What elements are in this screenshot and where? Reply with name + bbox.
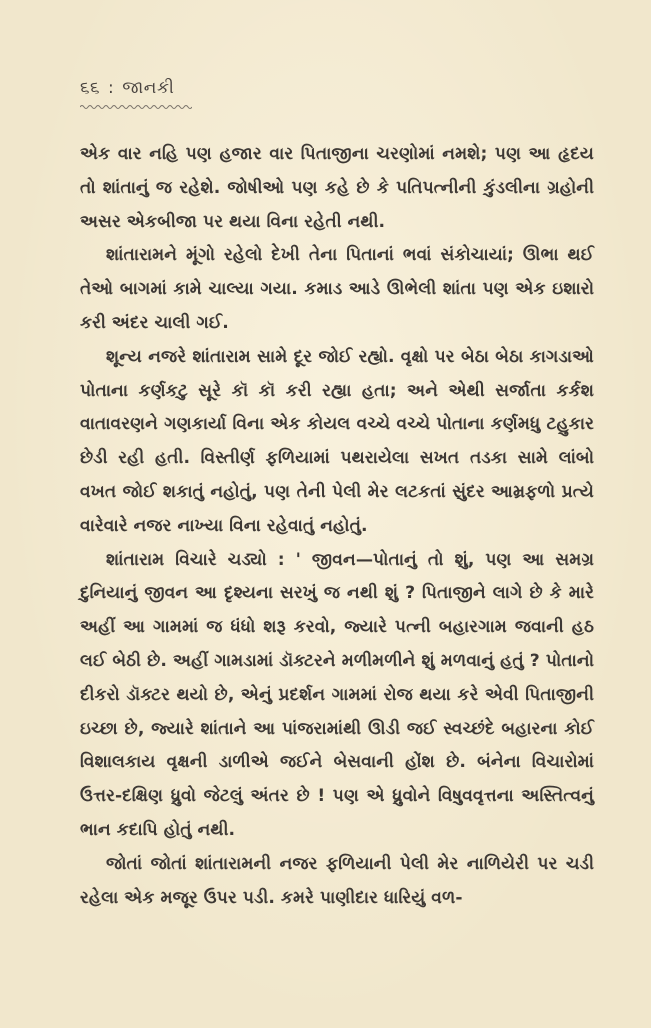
paragraph-4: શાંતારામ વિચારે ચડ્યો : ' જીવન—પોતાનું તો શું, પણ આ સમગ્ર દુનિયાનું જીવન આ દૃશ્યના સરખું જ નથી શું ? પિતાજીને લાગે છે કે મારે અહીં આ ગામમાં જ ધંધો શરૂ કરવો, જ્યારે પત્ની બહારગામ જવાની હઠ લઈ બેઠી છે. અહીં ગામડામાં ડૉક્ટરને મળીમળીને શું મળવાનું હતું ? પોતાનો દીકરો ડૉક્ટર થયો છે, એનું પ્રદર્શન ગામમાં રોજ થયા કરે એવી પિતાજીની ઇચ્છા છે, જ્યારે શાંતાને આ પાંજરામાંથી ઊડી જઈ સ્વચ્છંદે બહારના કોઈ વિશાલકાય વૃક્ષની ડાળીએ જઈને બેસવાની હોંશ છે. બંનેના વિચારોમાં ઉત્તર-દક્ષિણ ધ્રુવો જેટલું અંતર છે ! પણ એ ધ્રુવોને વિષુવવૃત્તના અસ્તિત્વનું ભાન કદાપિ હોતું નથી. [80, 549, 594, 840]
paragraph-3: શૂન્ય નજરે શાંતારામ સામે દૂર જોઈ રહ્યો. વૃક્ષો પર બેઠા બેઠા કાગડાઓ પોતાના કર્ણકટુ સૂરે કૉ કૉ કરી રહ્યા હતા; અને એથી સર્જાતા કર્કશ વાતાવરણને ગણકાર્યા વિના એક કોયલ વચ્ચે વચ્ચે પોતાના કર્ણમધુ ટહુકાર છેડી રહી હતી. વિસ્તીર્ણ ફળિયામાં પથરાયેલા સખત તડકા સામે લાંબો વખત જોઈ શકાતું નહોતું, પણ તેની પેલી મેર લટકતાં સુંદર આમ્રફળો પ્રત્યે વારેવારે નજર નાખ્યા વિના રહેવાતું નહોતું. [80, 346, 594, 536]
paragraph-1: એક વાર નહિ પણ હજાર વાર પિતાજીના ચરણોમાં નમશે; પણ આ હૃદય તો શાંતાનું જ રહેશે. જોષીઓ પણ કહે છે કે પતિપત્નીની કુંડલીના ગ્રહોની અસર એકબીજા પર થયા વિના રહેતી નથી. [80, 144, 594, 232]
wavy-rule-ornament [80, 104, 192, 110]
paragraph-5: જોતાં જોતાં શાંતારામની નજર ફળિયાની પેલી મેર નાળિયેરી પર ચડી રહેલા એક મજૂર ઉપર પડી. કમરે પાણીદાર ધારિયું વળ- [80, 853, 594, 908]
header-separator: : [108, 78, 115, 98]
running-header [80, 78, 174, 98]
body-text [80, 138, 594, 915]
running-title: જાનકી [122, 78, 175, 98]
page-number: ૬૬ [80, 78, 101, 98]
paragraph-2: શાંતારામને મૂંગો રહેલો દેખી તેના પિતાનાં ભવાં સંકોચાયાં; ઊભા થઈ તેઓ બાગમાં કામે ચાલ્યા ગયા. કમાડ આડે ઊભેલી શાંતા પણ એક ઇશારો કરી અંદર ચાલી ગઈ. [80, 245, 594, 333]
